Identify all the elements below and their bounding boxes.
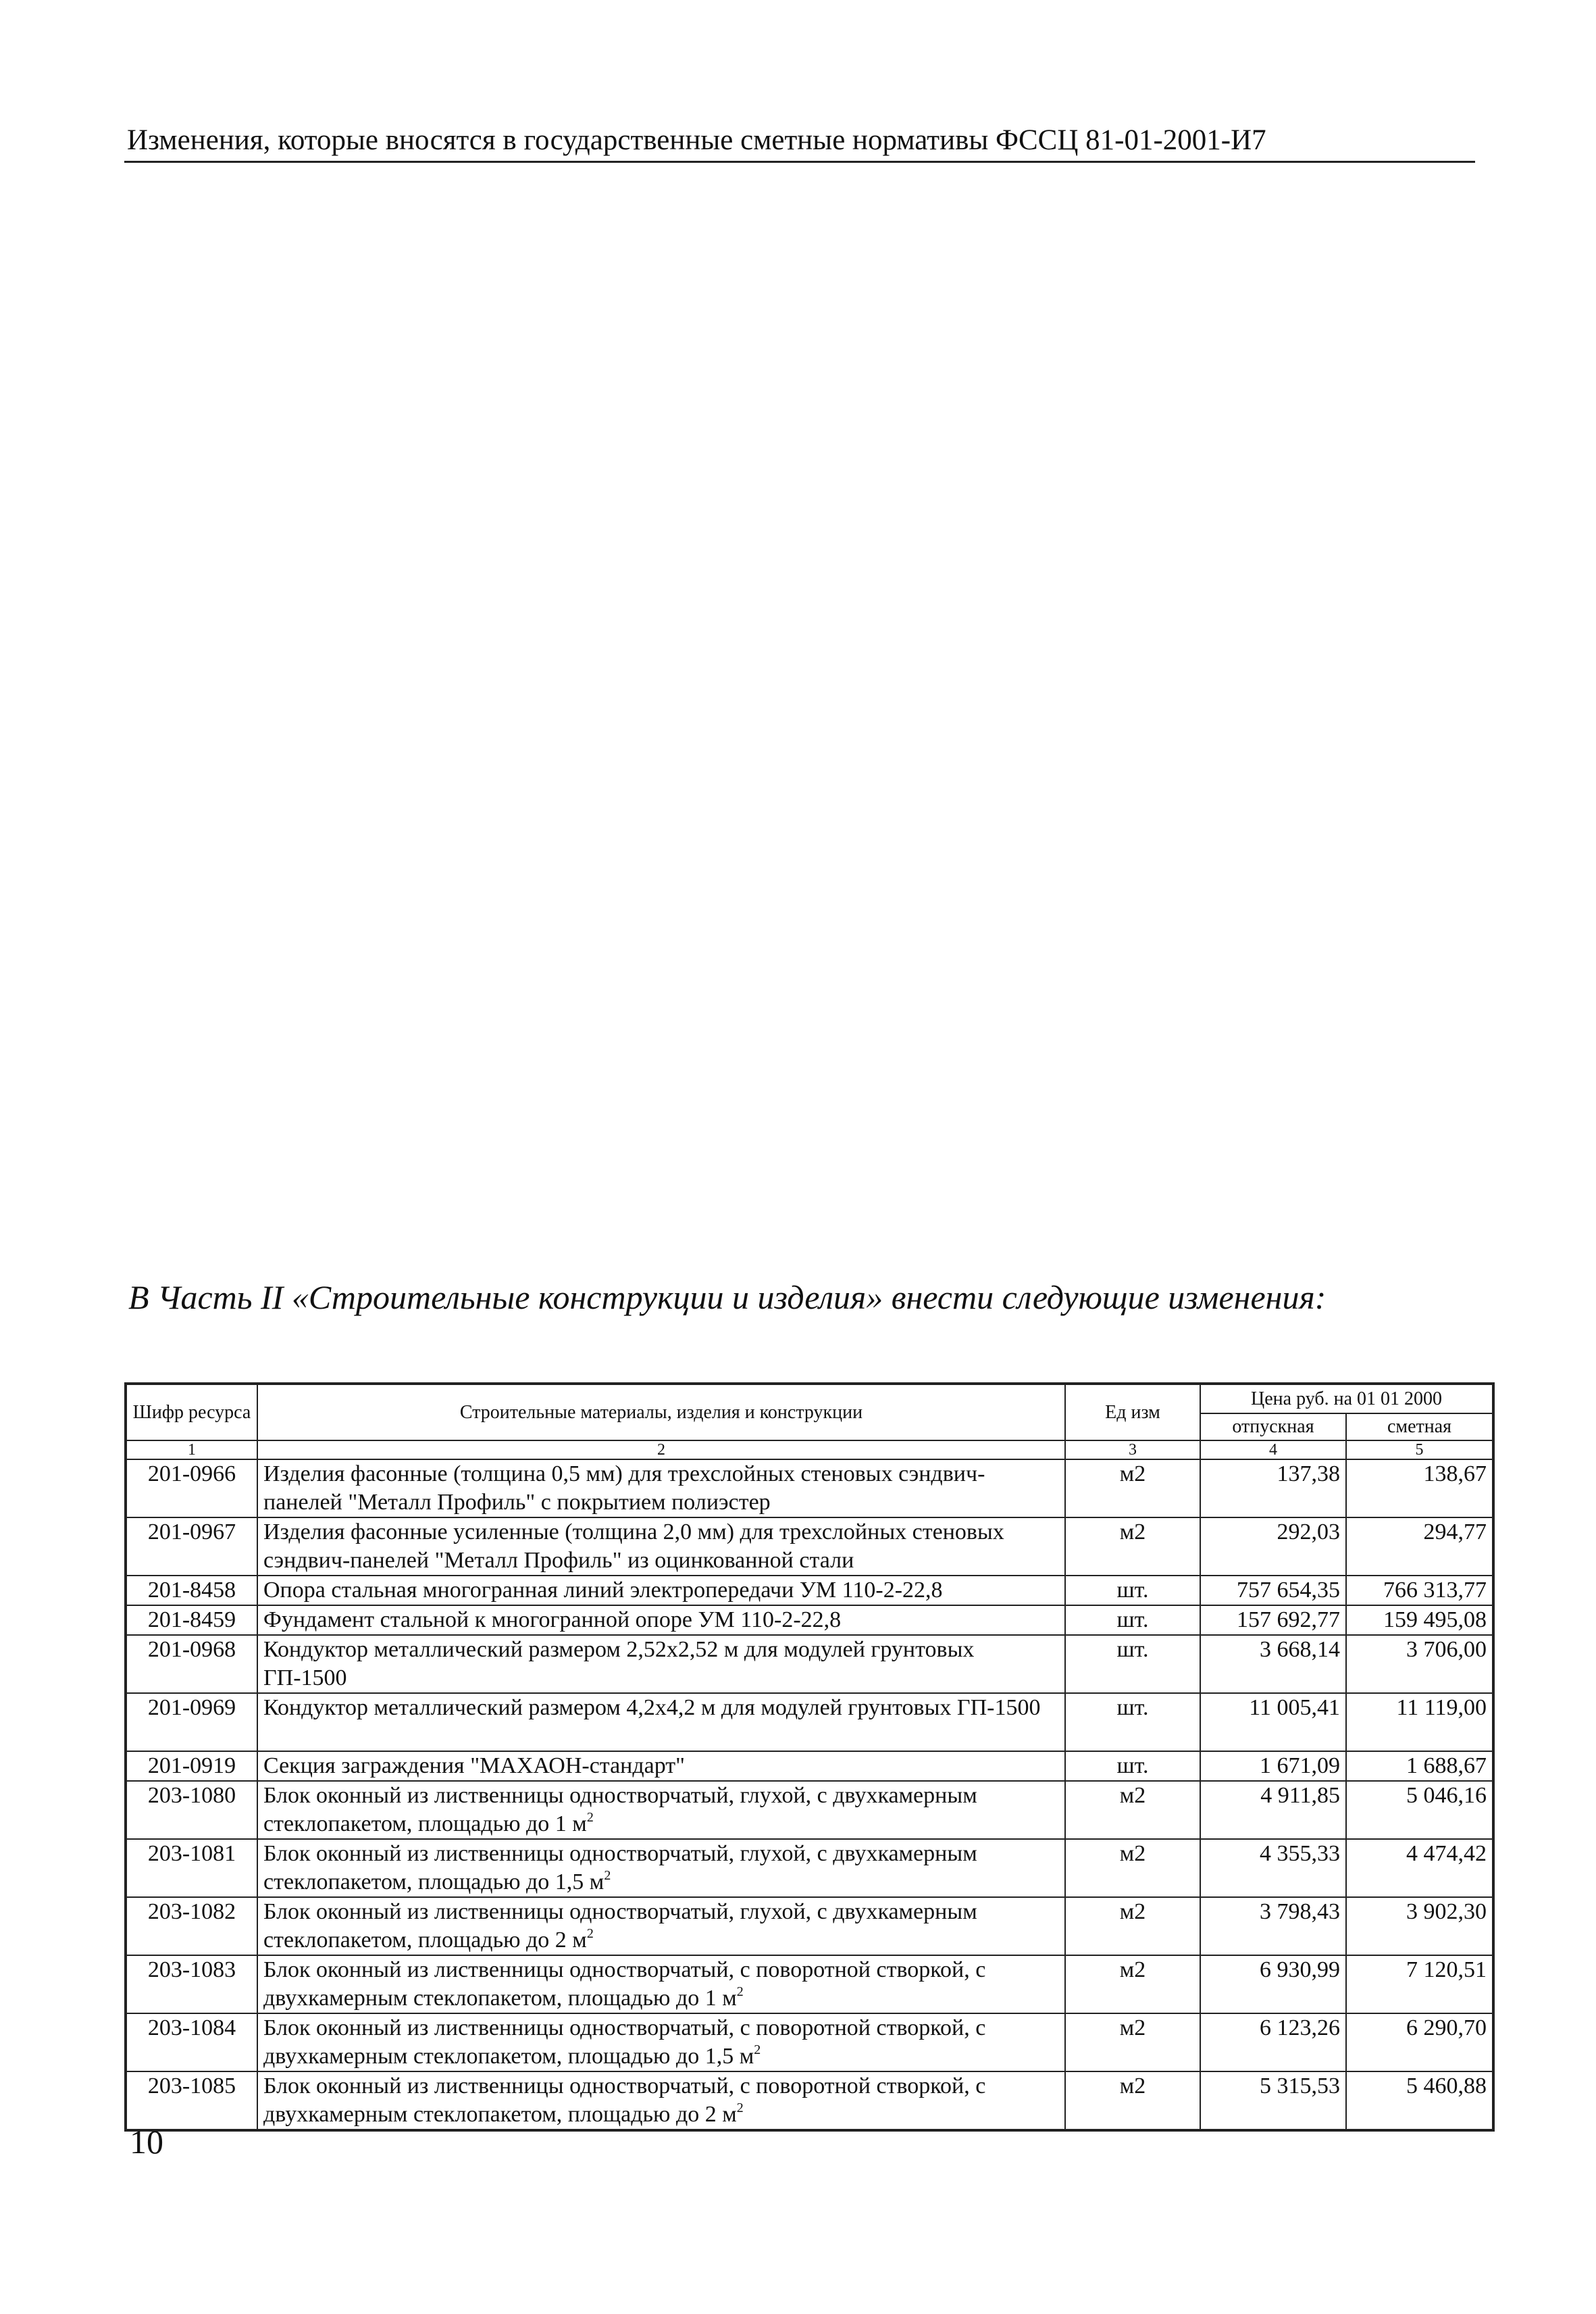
cell-name: [257, 1897, 1065, 1955]
cell-estimate-price: 766 313,77: [1346, 1576, 1493, 1605]
cell-unit: м2: [1065, 1897, 1200, 1955]
table-row: [126, 1955, 1493, 2013]
table-row: [126, 1517, 1493, 1576]
cell-release-price: 157 692,77: [1200, 1605, 1346, 1635]
cell-unit: шт.: [1065, 1693, 1200, 1751]
cell-unit: м2: [1065, 1517, 1200, 1576]
header-unit: Ед изм: [1065, 1384, 1200, 1440]
column-number: 5: [1346, 1440, 1493, 1459]
cell-estimate-price: 138,67: [1346, 1459, 1493, 1517]
cell-name-text: Блок оконный из лиственницы одностворчатый, глухой, с двухкамерным стеклопакетом, площадью до 2 м: [263, 1899, 977, 1953]
cell-name: Изделия фасонные (толщина 0,5 мм) для трехслойных стеновых сэндвич-панелей "Металл Профиль" с покрытием полиэстер: [257, 1459, 1065, 1517]
header-name: Строительные материалы, изделия и конструкции: [257, 1384, 1065, 1440]
table-body: [126, 1459, 1493, 2130]
cell-name-text: Блок оконный из лиственницы одностворчатый, с поворотной створкой, с двухкамерным стеклопакетом, площадью до 1 м: [263, 1957, 986, 2011]
column-number: 2: [257, 1440, 1065, 1459]
section-heading: В Часть II «Строительные конструкции и изделия» внести следующие изменения:: [128, 1278, 1327, 1316]
cell-unit: м2: [1065, 1459, 1200, 1517]
page-number: 10: [130, 2123, 163, 2161]
cell-release-price: 137,38: [1200, 1459, 1346, 1517]
cell-code: 201-0966: [126, 1459, 257, 1517]
header-code: Шифр ресурса: [126, 1384, 257, 1440]
cell-name: [257, 2013, 1065, 2071]
cell-release-price: 4 911,85: [1200, 1781, 1346, 1839]
cell-code: 203-1083: [126, 1955, 257, 2013]
cell-code: 203-1084: [126, 2013, 257, 2071]
cell-name: Фундамент стальной к многогранной опоре УМ 110-2-22,8: [257, 1605, 1065, 1635]
cell-unit: шт.: [1065, 1605, 1200, 1635]
square-superscript: 2: [736, 1984, 744, 1999]
table-row: [126, 2013, 1493, 2071]
cell-estimate-price: 5 460,88: [1346, 2071, 1493, 2130]
price-table: [124, 1382, 1495, 2132]
cell-estimate-price: 6 290,70: [1346, 2013, 1493, 2071]
table-row: [126, 1693, 1493, 1751]
cell-name: Секция заграждения "МАХАОН-стандарт": [257, 1751, 1065, 1781]
cell-name-text: Блок оконный из лиственницы одностворчатый, глухой, с двухкамерным стеклопакетом, площадью до 1 м: [263, 1783, 977, 1836]
cell-code: 201-0967: [126, 1517, 257, 1576]
table-row: [126, 1781, 1493, 1839]
cell-name-text: Блок оконный из лиственницы одностворчатый, с поворотной створкой, с двухкамерным стеклопакетом, площадью до 2 м: [263, 2073, 986, 2127]
column-number: 1: [126, 1440, 257, 1459]
cell-estimate-price: 5 046,16: [1346, 1781, 1493, 1839]
header-release-price: отпускная: [1200, 1413, 1346, 1440]
square-superscript: 2: [736, 2100, 744, 2115]
cell-release-price: 6 930,99: [1200, 1955, 1346, 2013]
cell-estimate-price: 294,77: [1346, 1517, 1493, 1576]
square-superscript: 2: [586, 1926, 594, 1941]
table-row: [126, 1897, 1493, 1955]
cell-release-price: 757 654,35: [1200, 1576, 1346, 1605]
cell-unit: м2: [1065, 1781, 1200, 1839]
cell-code: 203-1082: [126, 1897, 257, 1955]
cell-unit: шт.: [1065, 1751, 1200, 1781]
cell-release-price: 6 123,26: [1200, 2013, 1346, 2071]
cell-estimate-price: 11 119,00: [1346, 1693, 1493, 1751]
cell-release-price: 3 798,43: [1200, 1897, 1346, 1955]
table-row: [126, 1459, 1493, 1517]
column-number: 4: [1200, 1440, 1346, 1459]
cell-code: 203-1081: [126, 1839, 257, 1897]
cell-release-price: 292,03: [1200, 1517, 1346, 1576]
table-row: [126, 1751, 1493, 1781]
cell-name: [257, 1955, 1065, 2013]
cell-code: 201-8458: [126, 1576, 257, 1605]
column-number-row: [126, 1440, 1493, 1459]
cell-name: Кондуктор металлический размером 2,52х2,52 м для модулей грунтовых ГП-1500: [257, 1635, 1065, 1693]
cell-release-price: 3 668,14: [1200, 1635, 1346, 1693]
header-estimate-price: сметная: [1346, 1413, 1493, 1440]
cell-release-price: 4 355,33: [1200, 1839, 1346, 1897]
table-row: [126, 2071, 1493, 2130]
square-superscript: 2: [754, 2042, 761, 2057]
table-row: [126, 1605, 1493, 1635]
cell-estimate-price: 7 120,51: [1346, 1955, 1493, 2013]
cell-unit: м2: [1065, 2071, 1200, 2130]
cell-code: 201-0968: [126, 1635, 257, 1693]
column-number: 3: [1065, 1440, 1200, 1459]
table-row: [126, 1576, 1493, 1605]
cell-name: Изделия фасонные усиленные (толщина 2,0 мм) для трехслойных стеновых сэндвич-панелей "Металл Профиль" из оцинкованной стали: [257, 1517, 1065, 1576]
cell-estimate-price: 1 688,67: [1346, 1751, 1493, 1781]
cell-code: 201-0969: [126, 1693, 257, 1751]
cell-estimate-price: 3 706,00: [1346, 1635, 1493, 1693]
cell-code: 201-0919: [126, 1751, 257, 1781]
cell-name-text: Блок оконный из лиственницы одностворчатый, с поворотной створкой, с двухкамерным стеклопакетом, площадью до 1,5 м: [263, 2015, 986, 2069]
cell-release-price: 1 671,09: [1200, 1751, 1346, 1781]
table-row: [126, 1635, 1493, 1693]
cell-code: 203-1085: [126, 2071, 257, 2130]
price-table-wrap: [124, 1382, 1495, 2132]
cell-name: [257, 1781, 1065, 1839]
cell-unit: шт.: [1065, 1576, 1200, 1605]
cell-name: [257, 1839, 1065, 1897]
header-price-group: Цена руб. на 01 01 2000: [1200, 1384, 1493, 1413]
header-rule: [124, 161, 1475, 163]
cell-name: Опора стальная многогранная линий электропередачи УМ 110-2-22,8: [257, 1576, 1065, 1605]
running-header: Изменения, которые вносятся в государственные сметные нормативы ФССЦ 81-01-2001-И7: [127, 124, 1266, 156]
square-superscript: 2: [604, 1867, 611, 1883]
table-row: [126, 1839, 1493, 1897]
cell-code: 203-1080: [126, 1781, 257, 1839]
cell-name: [257, 2071, 1065, 2130]
cell-unit: м2: [1065, 1955, 1200, 2013]
cell-name-text: Блок оконный из лиственницы одностворчатый, глухой, с двухкамерным стеклопакетом, площадью до 1,5 м: [263, 1841, 977, 1894]
cell-estimate-price: 4 474,42: [1346, 1839, 1493, 1897]
cell-estimate-price: 3 902,30: [1346, 1897, 1493, 1955]
cell-name: Кондуктор металлический размером 4,2х4,2 м для модулей грунтовых ГП-1500: [257, 1693, 1065, 1751]
cell-release-price: 11 005,41: [1200, 1693, 1346, 1751]
cell-estimate-price: 159 495,08: [1346, 1605, 1493, 1635]
cell-code: 201-8459: [126, 1605, 257, 1635]
cell-release-price: 5 315,53: [1200, 2071, 1346, 2130]
cell-unit: шт.: [1065, 1635, 1200, 1693]
square-superscript: 2: [586, 1809, 594, 1825]
cell-unit: м2: [1065, 1839, 1200, 1897]
cell-unit: м2: [1065, 2013, 1200, 2071]
